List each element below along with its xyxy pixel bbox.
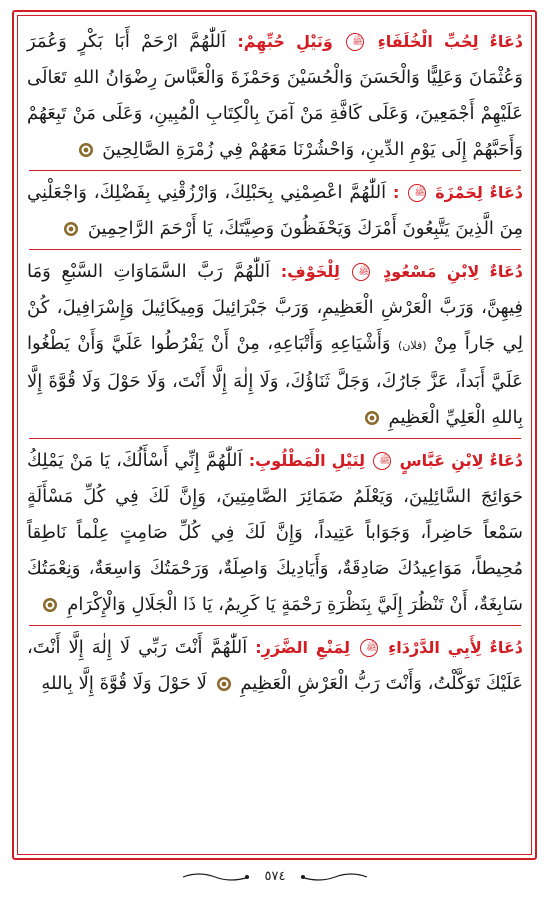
dua-title: دُعَاءٌ لِابْنِ عَبَّاسٍ xyxy=(399,451,523,470)
page-footer xyxy=(0,866,550,896)
dua-text-continued: لَا حَوْلَ وَلَا قُوَّةَ إِلَّا بِاللهِ xyxy=(41,673,207,694)
dua-text: اَللّٰهُمَّ رَبَّ السَّمَاوَاتِ السَّبْعِ وَمَا فِيهِنَّ، وَرَبَّ الْعَرْشِ الْعَظِيمِ، وَرَبَّ جَبْرَائِيلَ وَمِيكَائِيلَ وَإِسْرَافِيلَ، كُنْ لِي جَاراً مِنْ xyxy=(27,261,523,354)
dua-text: اَللّٰهُمَّ ارْحَمْ أَبَا بَكْرٍ وَعُمَرَ وَعُثْمَانَ وَعَلِيًّا وَالْحَسَنَ وَالْحُسَيْنَ وَحَمْزَةَ وَالْعَبَّاسَ رِضْوَانُ اللهِ تَعَالَى عَلَيْهِمْ أَجْمَعِينَ، وَعَلَى كَافَّةِ مَنْ آمَنَ بِالْكِتَابِ الْمُبِينِ، وَعَلَى مَنْ تَبِعَهُمْ وَأَحَبَّهُمْ إِلَى يَوْمِ الدِّينِ، وَاحْشُرْنَا مَعَهُمْ فِي زُمْرَةِ الصَّالِحِينَ xyxy=(27,31,523,160)
dua-text: اَللّٰهُمَّ أَنْتَ رَبِّي لَا إِلٰهَ إِلَّا أَنْتَ، عَلَيْكَ تَوَكَّلْتُ، وَأَنْتَ رَبُّ الْعَرْشِ الْعَظِيمِ xyxy=(27,637,523,694)
page-content xyxy=(25,24,525,852)
dua-title: دُعَاءٌ لِحُبِّ الْخُلَفَاءِ xyxy=(377,32,524,51)
page-number: ٥٧٤ xyxy=(264,869,286,884)
dua-title-tail: لِنَيْلِ الْمَطْلُوبِ: xyxy=(248,451,366,470)
section-divider xyxy=(29,438,521,439)
dua-text-continued: وَأَشْيَاعِهِ وَأَتْبَاعِهِ، مِنْ أَنْ يَفْرُطُوا عَلَيَّ وَأَنْ يَطْغُوا عَلَيَّ أَبَداً، عَزَّ جَارُكَ، وَجَلَّ ثَنَاؤُكَ، وَلَا إِلٰهَ إِلَّا أَنْتَ، وَلَا حَوْلَ وَلَا قُوَّةَ إِلَّا بِاللهِ الْعَلِيِّ الْعَظِيمِ xyxy=(27,333,523,428)
dua-section xyxy=(25,24,525,168)
flower-ornament-icon xyxy=(63,221,79,237)
dua-title-tail: لِلْخَوْفِ: xyxy=(280,262,340,281)
section-divider xyxy=(29,249,521,250)
honorific-icon: ﷺ xyxy=(352,263,370,281)
section-divider xyxy=(29,170,521,171)
dua-text: اَللّٰهُمَّ إِنِّي أَسْأَلُكَ، يَا مَنْ يَمْلِكُ حَوَائِجَ السَّائِلِينَ، وَيَعْلَمُ ضَمَائِرَ الصَّامِتِينَ، وَإِنَّ لَكَ فِي كُلِّ مَسْأَلَةٍ سَمْعاً حَاضِراً، وَجَوَاباً عَتِيداً، وَإِنَّ لَكَ فِي كُلِّ صَامِتٍ عِلْماً نَاطِقاً مُحِيطاً، مَوَاعِيدُكَ صَادِقَةٌ، وَأَيَادِيكَ وَاصِلَةٌ، وَرَحْمَتُكَ وَاسِعَةٌ، وَنِعْمَتُكَ سَابِغَةٌ، أَنْ تَنْظُرَ إِلَيَّ بِنَظْرَةِ رَحْمَةٍ يَا كَرِيمُ، يَا ذَا الْجَلَالِ وَالْإِكْرَامِ xyxy=(27,450,523,615)
section-divider xyxy=(29,625,521,626)
footer-ornament-left-icon xyxy=(299,870,369,884)
footer-ornament-right-icon xyxy=(181,870,251,884)
placeholder-note: (فلان) xyxy=(398,339,427,352)
honorific-icon: ﷺ xyxy=(373,452,391,470)
dua-title-tail: لِمَنْعِ الضَّرَرِ: xyxy=(255,638,351,657)
flower-ornament-icon xyxy=(78,142,94,158)
honorific-icon: ﷺ xyxy=(360,639,378,657)
flower-ornament-icon xyxy=(216,676,232,692)
dua-title: دُعَاءٌ لِابْنِ مَسْعُودٍ xyxy=(383,262,523,281)
dua-title: دُعَاءٌ لِأَبِي الدَّرْدَاءِ xyxy=(388,638,523,657)
dua-section xyxy=(25,630,525,702)
dua-section xyxy=(25,254,525,436)
dua-section xyxy=(25,443,525,623)
dua-title-tail: وَنَيْلِ حُبِّهِمْ: xyxy=(237,32,333,51)
flower-ornament-icon xyxy=(42,597,58,613)
honorific-icon: ﷺ xyxy=(408,184,426,202)
dua-title-tail: : xyxy=(393,183,400,202)
dua-section xyxy=(25,175,525,247)
dua-text: اَللّٰهُمَّ اعْصِمْنِي بِحَبْلِكَ، وَارْزُقْنِي بِفَضْلِكَ، وَاجْعَلْنِي مِنَ الَّذِينَ يَتَّبِعُونَ أَمْرَكَ وَيَحْفَظُونَ وَصِيَّتَكَ، يَا أَرْحَمَ الرَّاحِمِينَ xyxy=(27,182,523,239)
honorific-icon: ﷺ xyxy=(346,33,364,51)
flower-ornament-icon xyxy=(364,410,380,426)
dua-title: دُعَاءٌ لِحَمْزَةَ xyxy=(435,183,523,202)
